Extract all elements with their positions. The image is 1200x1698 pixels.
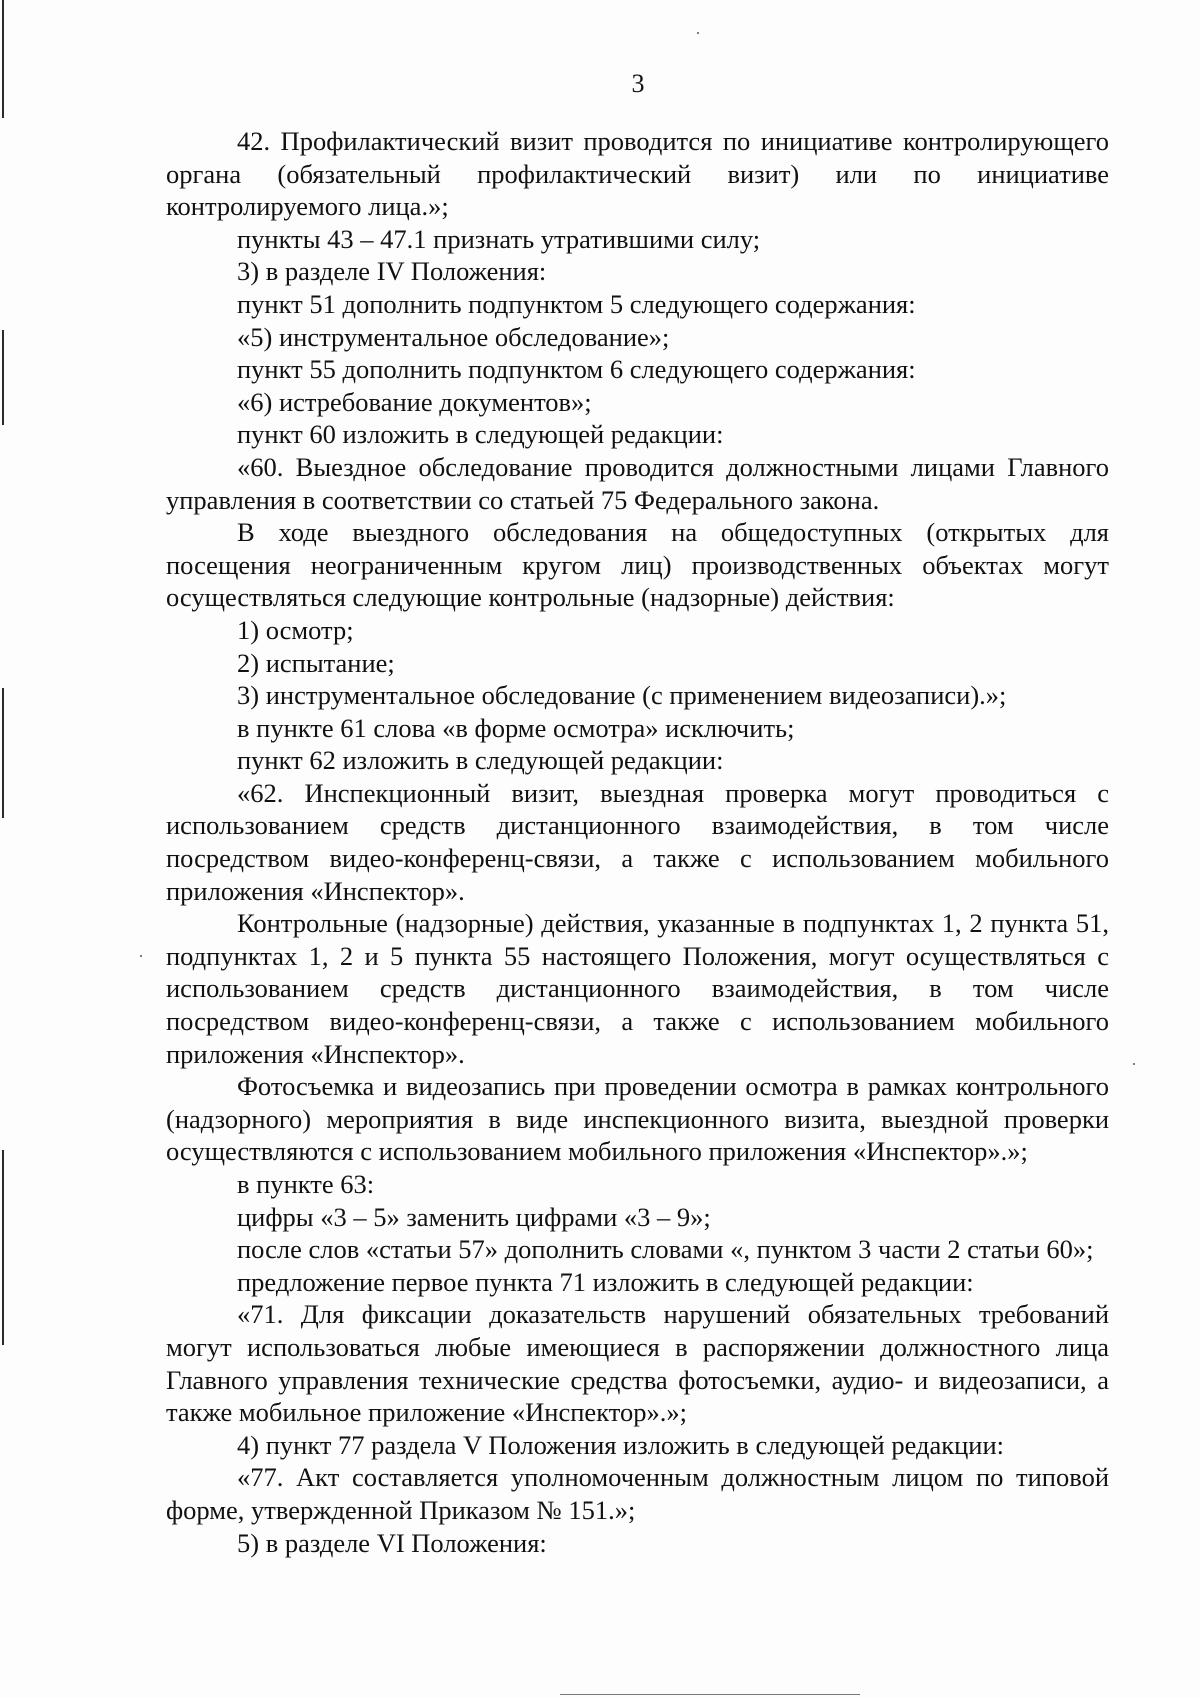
paragraph: 3) в разделе IV Положения: xyxy=(237,256,547,287)
paragraph: Фотосъемка и видеозапись при проведении осмотра в рамках контрольного (надзорного) мероприятия в виде инспекционного визита, выездной проверки осуществляются с использованием мобильного приложения «Инспектор».»; xyxy=(166,1071,1109,1167)
paragraph: «6) истребование документов»; xyxy=(237,386,592,417)
scan-speck xyxy=(1133,1063,1135,1065)
scan-speck xyxy=(697,32,699,34)
paragraph: в пункте 61 слова «в форме осмотра» исключить; xyxy=(237,712,795,743)
paragraph: 2) испытание; xyxy=(237,647,395,678)
paragraph: Контрольные (надзорные) действия, указанные в подпунктах 1, 2 пункта 51, подпунктах 1, 2 и 5 пункта 55 настоящего Положения, могут осуществляться с использованием средств дистанционного взаимодействия, в том числе посредством видео-конференц-связи, а также с использованием мобильного приложения «Инспектор». xyxy=(166,908,1109,1069)
scan-edge-mark xyxy=(2,330,4,425)
paragraph: цифры «3 – 5» заменить цифрами «3 – 9»; xyxy=(237,1201,711,1232)
paragraph: после слов «статьи 57» дополнить словами «, пунктом 3 части 2 статьи 60»; xyxy=(237,1234,1094,1265)
scan-edge-mark xyxy=(2,0,4,118)
paragraph: 1) осмотр; xyxy=(237,614,354,645)
scan-bottom-mark xyxy=(560,1694,860,1695)
paragraph: предложение первое пункта 71 изложить в следующей редакции: xyxy=(237,1266,974,1297)
document-body xyxy=(166,125,1109,1559)
paragraph: пункты 43 – 47.1 признать утратившими силу; xyxy=(237,223,761,254)
paragraph: 4) пункт 77 раздела V Положения изложить в следующей редакции: xyxy=(237,1429,1005,1460)
scan-edge-mark xyxy=(2,1150,4,1345)
paragraph: пункт 60 изложить в следующей редакции: xyxy=(237,419,724,450)
paragraph: «62. Инспекционный визит, выездная проверка могут проводиться с использованием средств дистанционного взаимодействия, в том числе посредством видео-конференц-связи, а также с использованием мобильного приложения «Инспектор». xyxy=(166,777,1109,906)
paragraph: пункт 55 дополнить подпунктом 6 следующего содержания: xyxy=(237,354,916,385)
paragraph: 3) инструментальное обследование (с применением видеозаписи).»; xyxy=(237,680,1007,711)
paragraph: в пункте 63: xyxy=(237,1169,375,1199)
paragraph: 42. Профилактический визит проводится по инициативе контролирующего органа (обязательный профилактический визит) или по инициативе контролируемого лица.»; xyxy=(166,126,1109,222)
paragraph: пункт 51 дополнить подпунктом 5 следующего содержания: xyxy=(237,288,916,319)
paragraph: В ходе выездного обследования на общедоступных (открытых для посещения неограниченным кругом лиц) производственных объектах могут осуществляться следующие контрольные (надзорные) действия: xyxy=(166,517,1109,613)
paragraph: «71. Для фиксации доказательств нарушений обязательных требований могут использоваться любые имеющиеся в распоряжении должностного лица Главного управления технические средства фотосъемки, аудио- и видеозаписи, а также мобильное приложение «Инспектор».»; xyxy=(166,1299,1109,1428)
paragraph: «60. Выездное обследование проводится должностными лицами Главного управления в соответствии со статьей 75 Федерального закона. xyxy=(166,451,1109,515)
paragraph: 5) в разделе VI Положения: xyxy=(237,1527,547,1558)
paragraph: пункт 62 изложить в следующей редакции: xyxy=(237,745,724,776)
page-number: 3 xyxy=(631,69,645,98)
scan-speck xyxy=(140,955,142,957)
paragraph: «77. Акт составляется уполномоченным должностным лицом по типовой форме, утвержденной Приказом № 151.»; xyxy=(166,1462,1109,1525)
paragraph: «5) инструментальное обследование»; xyxy=(237,321,670,352)
scan-edge-mark xyxy=(2,688,4,818)
